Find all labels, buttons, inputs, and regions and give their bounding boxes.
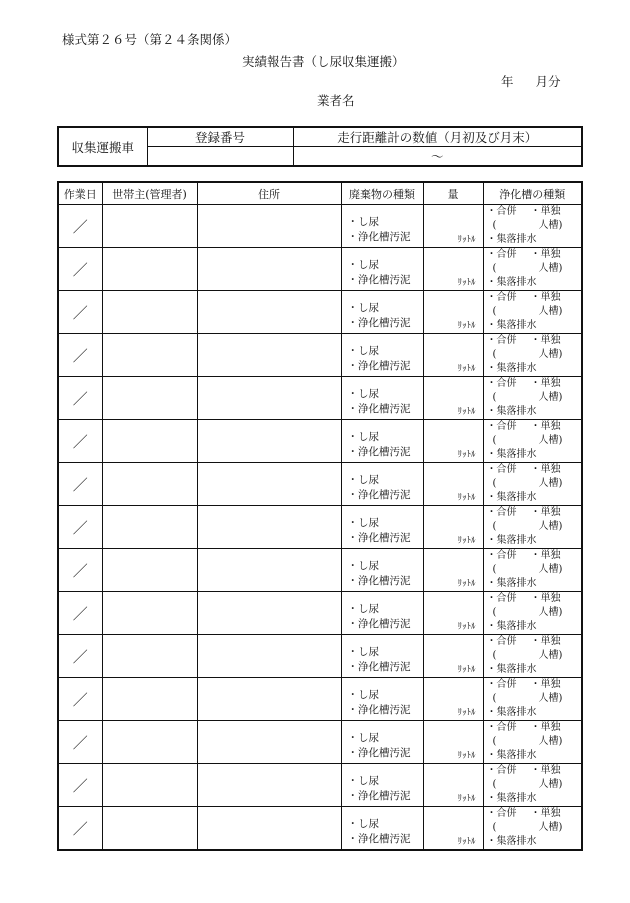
householder-cell[interactable] bbox=[102, 721, 197, 764]
tank-option-combined: ・合併 bbox=[486, 249, 517, 260]
tank-type-cell[interactable] bbox=[483, 721, 582, 764]
table-row bbox=[58, 678, 582, 721]
householder-cell[interactable] bbox=[102, 764, 197, 807]
tank-option-combined: ・合併 bbox=[486, 378, 517, 389]
tank-type-cell[interactable] bbox=[483, 678, 582, 721]
waste-option-night-soil: ・し尿 bbox=[347, 345, 379, 357]
tank-type-cell[interactable] bbox=[483, 463, 582, 506]
tank-persons-label: 人槽) bbox=[538, 564, 563, 575]
waste-type-cell[interactable] bbox=[341, 420, 423, 463]
waste-option-night-soil: ・し尿 bbox=[347, 689, 379, 701]
tank-persons-label: 人槽) bbox=[538, 607, 563, 618]
quantity-cell[interactable] bbox=[423, 549, 483, 592]
vehicle-label: 収集運搬車 bbox=[58, 127, 147, 166]
waste-option-septic-sludge: ・浄化槽汚泥 bbox=[347, 661, 411, 673]
tank-option-single: ・単独 bbox=[530, 593, 561, 604]
address-cell[interactable] bbox=[197, 635, 341, 678]
work-date-cell[interactable]: ／ bbox=[58, 635, 102, 678]
tank-option-community: ・集落排水 bbox=[486, 492, 537, 503]
liter-unit: ﾘｯﾄﾙ bbox=[457, 536, 476, 546]
quantity-cell[interactable] bbox=[423, 635, 483, 678]
tank-option-single: ・単独 bbox=[530, 378, 561, 389]
waste-option-septic-sludge: ・浄化槽汚泥 bbox=[347, 790, 411, 802]
address-cell[interactable] bbox=[197, 807, 341, 851]
householder-cell[interactable] bbox=[102, 592, 197, 635]
waste-option-night-soil: ・し尿 bbox=[347, 603, 379, 615]
householder-cell[interactable] bbox=[102, 463, 197, 506]
liter-unit: ﾘｯﾄﾙ bbox=[457, 622, 476, 632]
tank-paren-open: ( bbox=[492, 564, 497, 575]
waste-option-night-soil: ・し尿 bbox=[347, 431, 379, 443]
waste-type-cell[interactable] bbox=[341, 721, 423, 764]
liter-unit: ﾘｯﾄﾙ bbox=[457, 450, 476, 460]
waste-option-septic-sludge: ・浄化槽汚泥 bbox=[347, 489, 411, 501]
report-table bbox=[57, 181, 583, 851]
tank-option-combined: ・合併 bbox=[486, 335, 517, 346]
quantity-cell[interactable] bbox=[423, 721, 483, 764]
tank-persons-label: 人槽) bbox=[538, 220, 563, 231]
liter-unit: ﾘｯﾄﾙ bbox=[457, 751, 476, 761]
liter-unit: ﾘｯﾄﾙ bbox=[457, 708, 476, 718]
work-date-cell[interactable]: ／ bbox=[58, 549, 102, 592]
tank-type-cell[interactable] bbox=[483, 420, 582, 463]
liter-unit: ﾘｯﾄﾙ bbox=[457, 794, 476, 804]
tank-type-cell[interactable] bbox=[483, 205, 582, 248]
column-header-tank-type: 浄化槽の種類 bbox=[483, 182, 582, 205]
table-row bbox=[58, 807, 582, 851]
waste-option-septic-sludge: ・浄化槽汚泥 bbox=[347, 360, 411, 372]
work-date-cell[interactable]: ／ bbox=[58, 764, 102, 807]
waste-option-septic-sludge: ・浄化槽汚泥 bbox=[347, 618, 411, 630]
table-row bbox=[58, 248, 582, 291]
address-cell[interactable] bbox=[197, 506, 341, 549]
waste-option-night-soil: ・し尿 bbox=[347, 775, 379, 787]
table-row bbox=[58, 420, 582, 463]
tank-type-cell[interactable] bbox=[483, 334, 582, 377]
work-date-cell[interactable]: ／ bbox=[58, 420, 102, 463]
business-name-label: 業者名 bbox=[317, 93, 355, 108]
waste-option-septic-sludge: ・浄化槽汚泥 bbox=[347, 833, 411, 845]
tank-paren-open: ( bbox=[492, 392, 497, 403]
householder-cell[interactable] bbox=[102, 291, 197, 334]
tank-paren-open: ( bbox=[492, 650, 497, 661]
tank-persons-label: 人槽) bbox=[538, 349, 563, 360]
quantity-cell[interactable] bbox=[423, 377, 483, 420]
tank-option-community: ・集落排水 bbox=[486, 793, 537, 804]
liter-unit: ﾘｯﾄﾙ bbox=[457, 579, 476, 589]
work-date-cell[interactable]: ／ bbox=[58, 205, 102, 248]
householder-cell[interactable] bbox=[102, 635, 197, 678]
tank-paren-open: ( bbox=[492, 607, 497, 618]
odometer-field[interactable]: ～ bbox=[293, 147, 582, 167]
waste-option-night-soil: ・し尿 bbox=[347, 646, 379, 658]
tank-type-cell[interactable] bbox=[483, 764, 582, 807]
address-cell[interactable] bbox=[197, 678, 341, 721]
tank-persons-label: 人槽) bbox=[538, 822, 563, 833]
tank-type-cell[interactable] bbox=[483, 549, 582, 592]
quantity-cell[interactable] bbox=[423, 678, 483, 721]
waste-type-cell[interactable] bbox=[341, 205, 423, 248]
tank-persons-label: 人槽) bbox=[538, 650, 563, 661]
waste-type-cell[interactable] bbox=[341, 506, 423, 549]
tank-option-combined: ・合併 bbox=[486, 464, 517, 475]
liter-unit: ﾘｯﾄﾙ bbox=[457, 321, 476, 331]
quantity-cell[interactable] bbox=[423, 506, 483, 549]
liter-unit: ﾘｯﾄﾙ bbox=[457, 235, 476, 245]
tank-option-single: ・単独 bbox=[530, 679, 561, 690]
waste-option-septic-sludge: ・浄化槽汚泥 bbox=[347, 575, 411, 587]
tank-type-cell[interactable] bbox=[483, 377, 582, 420]
tank-persons-label: 人槽) bbox=[538, 306, 563, 317]
householder-cell[interactable] bbox=[102, 506, 197, 549]
odometer-header: 走行距離計の数値（月初及び月末） bbox=[293, 127, 582, 147]
waste-type-cell[interactable] bbox=[341, 248, 423, 291]
tank-option-single: ・単独 bbox=[530, 464, 561, 475]
tank-paren-open: ( bbox=[492, 779, 497, 790]
work-date-cell[interactable]: ／ bbox=[58, 291, 102, 334]
householder-cell[interactable] bbox=[102, 248, 197, 291]
quantity-cell[interactable] bbox=[423, 463, 483, 506]
year-label: 年 bbox=[501, 74, 514, 89]
table-row bbox=[58, 377, 582, 420]
householder-cell[interactable] bbox=[102, 205, 197, 248]
tank-type-cell[interactable] bbox=[483, 291, 582, 334]
householder-cell[interactable] bbox=[102, 334, 197, 377]
tank-persons-label: 人槽) bbox=[538, 521, 563, 532]
tank-option-single: ・単独 bbox=[530, 722, 561, 733]
table-row bbox=[58, 764, 582, 807]
tank-option-community: ・集落排水 bbox=[486, 707, 537, 718]
waste-option-night-soil: ・し尿 bbox=[347, 302, 379, 314]
tank-option-community: ・集落排水 bbox=[486, 578, 537, 589]
address-cell[interactable] bbox=[197, 291, 341, 334]
tank-type-cell[interactable] bbox=[483, 506, 582, 549]
tank-option-single: ・単独 bbox=[530, 808, 561, 819]
tank-type-cell[interactable] bbox=[483, 592, 582, 635]
tank-type-cell[interactable] bbox=[483, 807, 582, 851]
report-period bbox=[501, 72, 561, 90]
column-header-quantity: 量 bbox=[423, 182, 483, 205]
tank-option-community: ・集落排水 bbox=[486, 750, 537, 761]
address-cell[interactable] bbox=[197, 721, 341, 764]
waste-option-night-soil: ・し尿 bbox=[347, 560, 379, 572]
work-date-cell[interactable]: ／ bbox=[58, 334, 102, 377]
tank-option-combined: ・合併 bbox=[486, 550, 517, 561]
liter-unit: ﾘｯﾄﾙ bbox=[457, 407, 476, 417]
tank-option-single: ・単独 bbox=[530, 765, 561, 776]
registration-number-field[interactable] bbox=[147, 147, 293, 167]
column-header-address: 住所 bbox=[197, 182, 341, 205]
tank-option-combined: ・合併 bbox=[486, 507, 517, 518]
address-cell[interactable] bbox=[197, 549, 341, 592]
waste-option-night-soil: ・し尿 bbox=[347, 732, 379, 744]
tank-option-single: ・単独 bbox=[530, 335, 561, 346]
liter-unit: ﾘｯﾄﾙ bbox=[457, 278, 476, 288]
work-date-cell[interactable]: ／ bbox=[58, 506, 102, 549]
document-title: 実績報告書（し尿収集運搬） bbox=[242, 54, 405, 69]
tank-option-community: ・集落排水 bbox=[486, 836, 537, 847]
work-date-cell[interactable]: ／ bbox=[58, 248, 102, 291]
tank-paren-open: ( bbox=[492, 521, 497, 532]
quantity-cell[interactable] bbox=[423, 592, 483, 635]
tank-option-community: ・集落排水 bbox=[486, 406, 537, 417]
waste-type-cell[interactable] bbox=[341, 334, 423, 377]
column-header-householder: 世帯主(管理者) bbox=[102, 182, 197, 205]
address-cell[interactable] bbox=[197, 463, 341, 506]
address-cell[interactable] bbox=[197, 334, 341, 377]
address-cell[interactable] bbox=[197, 205, 341, 248]
liter-unit: ﾘｯﾄﾙ bbox=[457, 493, 476, 503]
registration-number-header: 登録番号 bbox=[147, 127, 293, 147]
tank-paren-open: ( bbox=[492, 435, 497, 446]
tank-paren-open: ( bbox=[492, 263, 497, 274]
tank-paren-open: ( bbox=[492, 220, 497, 231]
quantity-cell[interactable] bbox=[423, 420, 483, 463]
waste-type-cell[interactable] bbox=[341, 764, 423, 807]
address-cell[interactable] bbox=[197, 248, 341, 291]
table-row bbox=[58, 463, 582, 506]
tank-type-cell[interactable] bbox=[483, 635, 582, 678]
tank-type-cell[interactable] bbox=[483, 248, 582, 291]
table-row bbox=[58, 592, 582, 635]
tank-option-combined: ・合併 bbox=[486, 206, 517, 217]
work-date-cell[interactable]: ／ bbox=[58, 807, 102, 851]
table-row bbox=[58, 291, 582, 334]
tank-paren-open: ( bbox=[492, 736, 497, 747]
waste-option-septic-sludge: ・浄化槽汚泥 bbox=[347, 403, 411, 415]
column-header-work-date: 作業日 bbox=[58, 182, 102, 205]
liter-unit: ﾘｯﾄﾙ bbox=[457, 364, 476, 374]
tank-option-community: ・集落排水 bbox=[486, 449, 537, 460]
quantity-cell[interactable] bbox=[423, 807, 483, 851]
address-cell[interactable] bbox=[197, 377, 341, 420]
householder-cell[interactable] bbox=[102, 420, 197, 463]
tank-option-single: ・単独 bbox=[530, 292, 561, 303]
waste-option-septic-sludge: ・浄化槽汚泥 bbox=[347, 704, 411, 716]
waste-option-septic-sludge: ・浄化槽汚泥 bbox=[347, 274, 411, 286]
waste-option-night-soil: ・し尿 bbox=[347, 388, 379, 400]
form-number: 様式第２６号（第２４条関係） bbox=[62, 32, 238, 47]
householder-cell[interactable] bbox=[102, 549, 197, 592]
tank-persons-label: 人槽) bbox=[538, 392, 563, 403]
waste-type-cell[interactable] bbox=[341, 549, 423, 592]
work-date-cell[interactable]: ／ bbox=[58, 592, 102, 635]
quantity-cell[interactable] bbox=[423, 334, 483, 377]
waste-type-cell[interactable] bbox=[341, 291, 423, 334]
waste-option-septic-sludge: ・浄化槽汚泥 bbox=[347, 446, 411, 458]
tank-option-community: ・集落排水 bbox=[486, 535, 537, 546]
tank-option-single: ・単独 bbox=[530, 507, 561, 518]
work-date-cell[interactable]: ／ bbox=[58, 377, 102, 420]
tank-paren-open: ( bbox=[492, 478, 497, 489]
table-row bbox=[58, 721, 582, 764]
waste-option-septic-sludge: ・浄化槽汚泥 bbox=[347, 532, 411, 544]
table-row bbox=[58, 205, 582, 248]
tank-persons-label: 人槽) bbox=[538, 693, 563, 704]
waste-type-cell[interactable] bbox=[341, 807, 423, 851]
table-row bbox=[58, 506, 582, 549]
waste-option-septic-sludge: ・浄化槽汚泥 bbox=[347, 747, 411, 759]
tank-paren-open: ( bbox=[492, 349, 497, 360]
tank-option-combined: ・合併 bbox=[486, 292, 517, 303]
tank-option-community: ・集落排水 bbox=[486, 363, 537, 374]
tank-option-single: ・単独 bbox=[530, 249, 561, 260]
tank-persons-label: 人槽) bbox=[538, 435, 563, 446]
liter-unit: ﾘｯﾄﾙ bbox=[457, 837, 476, 847]
waste-option-night-soil: ・し尿 bbox=[347, 517, 379, 529]
waste-option-septic-sludge: ・浄化槽汚泥 bbox=[347, 231, 411, 243]
tank-option-community: ・集落排水 bbox=[486, 234, 537, 245]
table-row bbox=[58, 549, 582, 592]
work-date-cell[interactable]: ／ bbox=[58, 463, 102, 506]
work-date-cell[interactable]: ／ bbox=[58, 678, 102, 721]
tank-option-single: ・単独 bbox=[530, 636, 561, 647]
waste-type-cell[interactable] bbox=[341, 592, 423, 635]
table-row bbox=[58, 334, 582, 377]
tank-paren-open: ( bbox=[492, 693, 497, 704]
waste-option-night-soil: ・し尿 bbox=[347, 259, 379, 271]
tank-option-single: ・単独 bbox=[530, 206, 561, 217]
tank-option-community: ・集落排水 bbox=[486, 621, 537, 632]
householder-cell[interactable] bbox=[102, 377, 197, 420]
tank-paren-open: ( bbox=[492, 306, 497, 317]
quantity-cell[interactable] bbox=[423, 205, 483, 248]
address-cell[interactable] bbox=[197, 420, 341, 463]
tank-persons-label: 人槽) bbox=[538, 263, 563, 274]
tank-persons-label: 人槽) bbox=[538, 736, 563, 747]
waste-option-septic-sludge: ・浄化槽汚泥 bbox=[347, 317, 411, 329]
tank-persons-label: 人槽) bbox=[538, 478, 563, 489]
tank-option-single: ・単独 bbox=[530, 550, 561, 561]
waste-option-night-soil: ・し尿 bbox=[347, 474, 379, 486]
tank-paren-open: ( bbox=[492, 822, 497, 833]
quantity-cell[interactable] bbox=[423, 764, 483, 807]
waste-type-cell[interactable] bbox=[341, 635, 423, 678]
liter-unit: ﾘｯﾄﾙ bbox=[457, 665, 476, 675]
waste-type-cell[interactable] bbox=[341, 463, 423, 506]
address-cell[interactable] bbox=[197, 592, 341, 635]
tank-option-community: ・集落排水 bbox=[486, 320, 537, 331]
tank-option-combined: ・合併 bbox=[486, 679, 517, 690]
tank-option-combined: ・合併 bbox=[486, 765, 517, 776]
householder-cell[interactable] bbox=[102, 678, 197, 721]
waste-option-night-soil: ・し尿 bbox=[347, 216, 379, 228]
work-date-cell[interactable]: ／ bbox=[58, 721, 102, 764]
householder-cell[interactable] bbox=[102, 807, 197, 851]
waste-type-cell[interactable] bbox=[341, 377, 423, 420]
tank-option-combined: ・合併 bbox=[486, 421, 517, 432]
quantity-cell[interactable] bbox=[423, 248, 483, 291]
tank-persons-label: 人槽) bbox=[538, 779, 563, 790]
address-cell[interactable] bbox=[197, 764, 341, 807]
waste-type-cell[interactable] bbox=[341, 678, 423, 721]
quantity-cell[interactable] bbox=[423, 291, 483, 334]
tank-option-combined: ・合併 bbox=[486, 593, 517, 604]
tank-option-community: ・集落排水 bbox=[486, 664, 537, 675]
column-header-waste-type: 廃棄物の種類 bbox=[341, 182, 423, 205]
tank-option-single: ・単独 bbox=[530, 421, 561, 432]
waste-option-night-soil: ・し尿 bbox=[347, 818, 379, 830]
tank-option-community: ・集落排水 bbox=[486, 277, 537, 288]
tank-option-combined: ・合併 bbox=[486, 808, 517, 819]
tank-option-combined: ・合併 bbox=[486, 722, 517, 733]
vehicle-table bbox=[57, 126, 583, 167]
table-row bbox=[58, 635, 582, 678]
tank-option-combined: ・合併 bbox=[486, 636, 517, 647]
month-label: 月分 bbox=[535, 74, 561, 89]
